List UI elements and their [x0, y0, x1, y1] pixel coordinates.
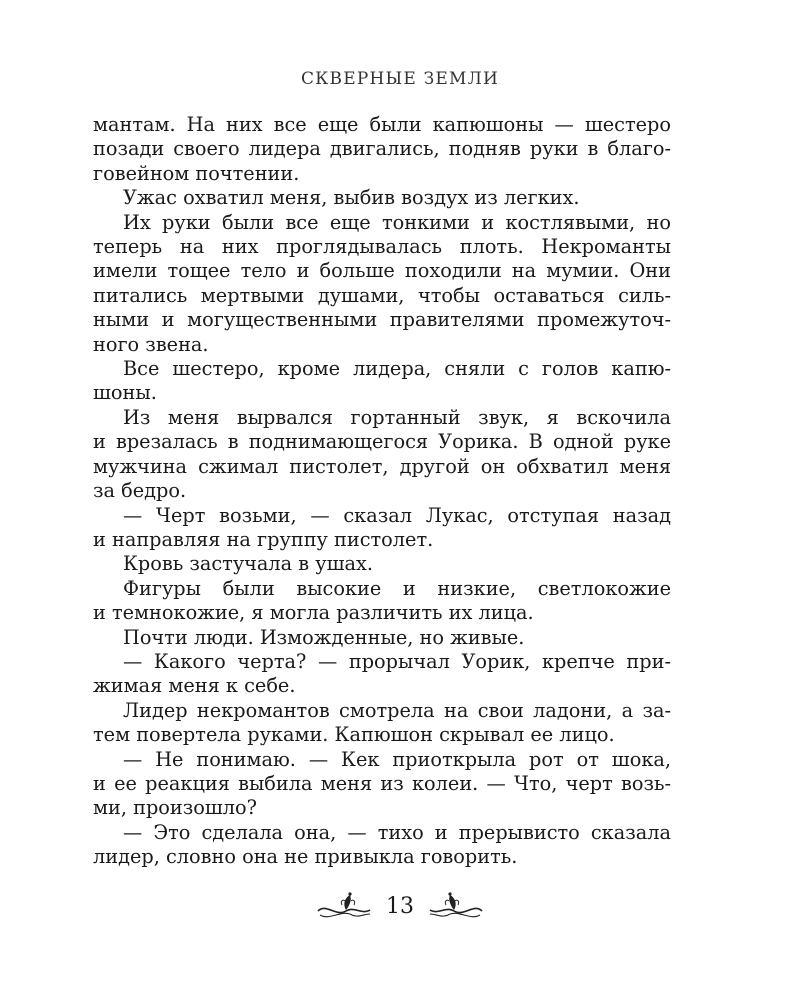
- paragraph: [93, 113, 671, 186]
- paragraph: [93, 552, 671, 576]
- text-line: и врезалась в поднимающегося Уорика. В одной руке: [93, 430, 671, 454]
- body-text: [93, 113, 671, 870]
- text-line: шоны.: [93, 381, 157, 405]
- paragraph: [93, 357, 671, 406]
- text-line: ными и могущественными правителями промежуточ-: [93, 308, 671, 332]
- paragraph: [93, 699, 671, 748]
- text-line: мужчина сжимал пистолет, другой он обхватил меня: [93, 454, 671, 478]
- text-line: питались мертвыми душами, чтобы оставаться силь-: [93, 283, 671, 307]
- paragraph: [93, 748, 671, 821]
- text-line: Ужас охватил меня, выбив воздух из легких.: [123, 186, 580, 210]
- text-line: Их руки были все еще тонкими и костлявыми, но: [123, 210, 671, 234]
- text-line: позади своего лидера двигались, подняв руки в благо-: [93, 137, 671, 161]
- text-line: теперь на них проглядывалась плоть. Некроманты: [93, 235, 671, 259]
- text-line: — Черт возьми, — сказал Лукас, отступая назад: [123, 503, 671, 527]
- text-line: жимая меня к себе.: [93, 674, 296, 698]
- text-line: мантам. На них все еще были капюшоны — шестеро: [93, 113, 671, 136]
- paragraph: [93, 821, 671, 870]
- text-line: говейном почтении.: [93, 161, 300, 185]
- text-line: — Какого черта? — прорычал Уорик, крепче при-: [123, 649, 671, 673]
- text-line: ми, произошло?: [93, 796, 258, 820]
- text-line: и темнокожие, я могла различить их лица.: [93, 601, 534, 625]
- text-line: за бедро.: [93, 479, 187, 503]
- text-line: Почти люди. Изможденные, но живые.: [123, 625, 525, 649]
- text-line: Фигуры были высокие и низкие, светлокожие: [123, 576, 671, 600]
- paragraph: [93, 186, 671, 210]
- paragraph: [93, 577, 671, 626]
- text-line: Кровь застучала в ушах.: [123, 552, 374, 576]
- text-line: имели тощее тело и больше походили на мумии. Они: [93, 259, 671, 283]
- text-line: лидер, словно она не привыкла говорить.: [93, 845, 518, 869]
- text-line: Из меня вырвался гортанный звук, я вскочила: [123, 405, 671, 429]
- paragraph: [93, 406, 671, 504]
- text-line: и ее реакция выбила меня из колеи. — Что, черт возь-: [93, 771, 671, 795]
- right-flourish-icon: [428, 891, 484, 921]
- text-line: и направляя на группу пистолет.: [93, 527, 434, 551]
- paragraph: [93, 626, 671, 650]
- paragraph: [93, 650, 671, 699]
- text-line: Все шестеро, кроме лидера, сняли с голов капю-: [123, 357, 671, 381]
- paragraph: [93, 504, 671, 553]
- paragraph: [93, 211, 671, 357]
- text-line: тем повертела руками. Капюшон скрывал ее лицо.: [93, 723, 615, 747]
- text-line: ного звена.: [93, 332, 209, 356]
- running-title: СКВЕРНЫЕ ЗЕМЛИ: [300, 69, 500, 89]
- text-line: — Это сделала она, — тихо и прерывисто сказала: [123, 820, 671, 844]
- text-line: — Не понимаю. — Кек приоткрыла рот от шока,: [123, 747, 671, 771]
- text-line: Лидер некромантов смотрела на свои ладони, а за-: [123, 698, 671, 722]
- page-footer: [0, 888, 800, 924]
- left-flourish-icon: [316, 891, 372, 921]
- page-number: 13: [386, 893, 414, 919]
